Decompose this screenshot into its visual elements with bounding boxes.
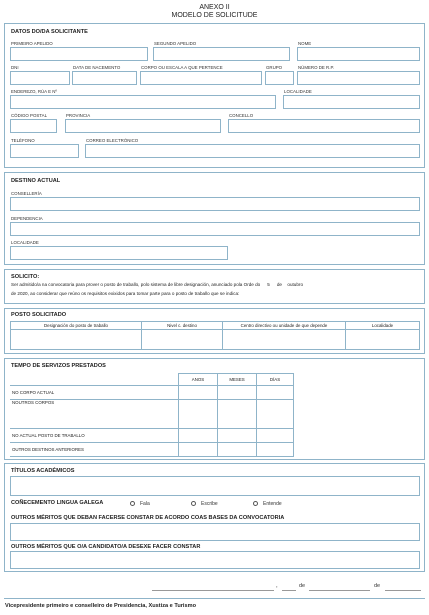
email-field[interactable] (85, 144, 420, 158)
signature-de2: de (374, 583, 381, 589)
group-field[interactable] (265, 71, 294, 85)
address-label: ENDEREZO, RÚA E Nº (11, 89, 58, 94)
dni-field[interactable] (10, 71, 70, 85)
second-surname-label: SEGUNDO APELIDO (154, 41, 197, 46)
name-field[interactable] (297, 47, 420, 61)
current-corps-days[interactable] (257, 386, 294, 400)
first-surname-label: PRIMEIRO APELIDO (11, 41, 53, 46)
directorate-cell[interactable] (223, 330, 346, 350)
footer-divider (4, 598, 425, 599)
speaks-label: Fala (140, 501, 150, 507)
phone-field[interactable] (10, 144, 79, 158)
service-time-table (10, 373, 294, 457)
year-line[interactable] (385, 590, 421, 591)
request-month: outubro (287, 282, 304, 287)
writes-radio[interactable] (191, 501, 196, 506)
group-label: GRUPO (266, 65, 283, 70)
bases-merits-title: OUTROS MÉRITOS QUE DEBAN FACERSE CONSTAR DE ACORDO COAS BASES DA CONVOCATORIA (11, 515, 285, 521)
dni-label: DNI (11, 65, 19, 70)
phone-label: TELÉFONO (11, 138, 35, 143)
applicant-title: DATOS DO/DA SOLICITANTE (11, 29, 88, 35)
col-months: MESES (218, 374, 257, 386)
level-cell[interactable] (142, 330, 223, 350)
col-level: Nivel c. destino (142, 322, 223, 330)
current-locality-label: LOCALIDADE (11, 240, 39, 245)
col-directorate: Centro directivo ou unidade de que depende (223, 322, 346, 330)
col-days: DÍAS (257, 374, 294, 386)
email-label: CORREO ELECTRÓNICO (86, 138, 139, 143)
qualifications-section (4, 463, 425, 572)
document-title: ANEXO II (199, 4, 230, 11)
request-title: SOLICITO: (11, 274, 40, 280)
request-de: de (276, 282, 282, 287)
postal-code-field[interactable] (10, 119, 57, 133)
candidate-merits-field[interactable] (10, 551, 420, 569)
locality-field[interactable] (283, 95, 420, 109)
language-title: COÑECEMENTO LINGUA GALEGA (11, 500, 104, 506)
current-post-months[interactable] (218, 429, 257, 443)
academic-title: TÍTULOS ACADÉMICOS (11, 468, 75, 474)
birth-date-label: DATA DE NACEMENTO (73, 65, 121, 70)
row-current-post: NO ACTUAL POSTO DE TRABALLO (10, 429, 179, 443)
previous-posts-days[interactable] (257, 443, 294, 457)
service-time-section (4, 358, 425, 460)
request-day: 5 (267, 282, 270, 287)
col-locality: Localidade (346, 322, 420, 330)
col-years: ANOS (179, 374, 218, 386)
birth-date-field[interactable] (72, 71, 137, 85)
current-corps-months[interactable] (218, 386, 257, 400)
place-line[interactable] (152, 590, 274, 591)
dependency-field[interactable] (10, 222, 420, 236)
other-corps-months[interactable] (218, 400, 257, 429)
row-other-corps: NOUTROS CORPOS (10, 400, 179, 429)
current-locality-field[interactable] (10, 246, 228, 260)
understands-radio[interactable] (253, 501, 258, 506)
understands-label: Entende (263, 501, 282, 507)
designation-cell[interactable] (11, 330, 142, 350)
service-time-title: TEMPO DE SERVIZOS PRESTADOS (11, 363, 106, 369)
other-corps-years[interactable] (179, 400, 218, 429)
applicant-section (4, 23, 425, 168)
address-field[interactable] (10, 95, 276, 109)
row-current-corps: NO CORPO ACTUAL (10, 386, 179, 400)
candidate-merits-title: OUTROS MÉRITOS QUE O/A CANDIDATO/A DESEXE FACER CONSTAR (11, 544, 201, 550)
department-field[interactable] (10, 197, 420, 211)
locality-cell[interactable] (346, 330, 420, 350)
document-subtitle: MODELO DE SOLICITUDE (171, 12, 258, 19)
department-label: CONSELLERÍA (11, 191, 42, 196)
council-label: CONCELLO (229, 113, 254, 118)
request-text-line1 (11, 281, 307, 289)
request-text-1: Ser admitido/a na convocatoria para prover o posto de traballo, polo sistema de libre designación, anunciado pola Orde do (11, 282, 261, 287)
footer-addressee: Vicepresidente primeiro e conselleiro de Presidencia, Xustiza e Turismo (5, 603, 196, 609)
speaks-radio[interactable] (130, 501, 135, 506)
current-post-days[interactable] (257, 429, 294, 443)
province-field[interactable] (65, 119, 221, 133)
rp-number-field[interactable] (297, 71, 420, 85)
month-line[interactable] (309, 590, 370, 591)
rp-number-label: NÚMERO DE R.P. (298, 65, 335, 70)
request-section (4, 269, 425, 304)
requested-post-title: POSTO SOLICITADO (11, 312, 67, 318)
signature-comma: , (276, 583, 278, 589)
col-designation: Designación do posto de traballo (11, 322, 142, 330)
current-post-title: DESTINO ACTUAL (11, 178, 61, 184)
name-label: NOME (298, 41, 312, 46)
academic-field[interactable] (10, 476, 420, 496)
previous-posts-months[interactable] (218, 443, 257, 457)
request-text-line2: de 2020, ao considerar que reúno os requisitos exixidos para tomar parte para o posto de traballo que se indica: (11, 291, 240, 296)
second-surname-field[interactable] (153, 47, 290, 61)
requested-post-section (4, 308, 425, 354)
requested-post-table (10, 321, 420, 350)
dependency-label: DEPENDENCIA (11, 216, 43, 221)
locality-label: LOCALIDADE (284, 89, 312, 94)
current-post-section (4, 172, 425, 265)
corps-label: CORPO OU ESCALA A QUE PERTENCE (141, 65, 223, 70)
corps-field[interactable] (140, 71, 262, 85)
council-field[interactable] (228, 119, 420, 133)
province-label: PROVINCIA (66, 113, 91, 118)
row-previous-posts: OUTROS DESTINOS ANTERIORES (10, 443, 179, 457)
first-surname-field[interactable] (10, 47, 148, 61)
writes-label: Escribe (201, 501, 218, 507)
other-corps-days[interactable] (257, 400, 294, 429)
postal-code-label: CÓDIGO POSTAL (11, 113, 48, 118)
current-corps-years[interactable] (179, 386, 218, 400)
day-line[interactable] (282, 590, 296, 591)
current-post-years[interactable] (179, 429, 218, 443)
bases-merits-field[interactable] (10, 523, 420, 541)
signature-de1: de (299, 583, 306, 589)
previous-posts-years[interactable] (179, 443, 218, 457)
